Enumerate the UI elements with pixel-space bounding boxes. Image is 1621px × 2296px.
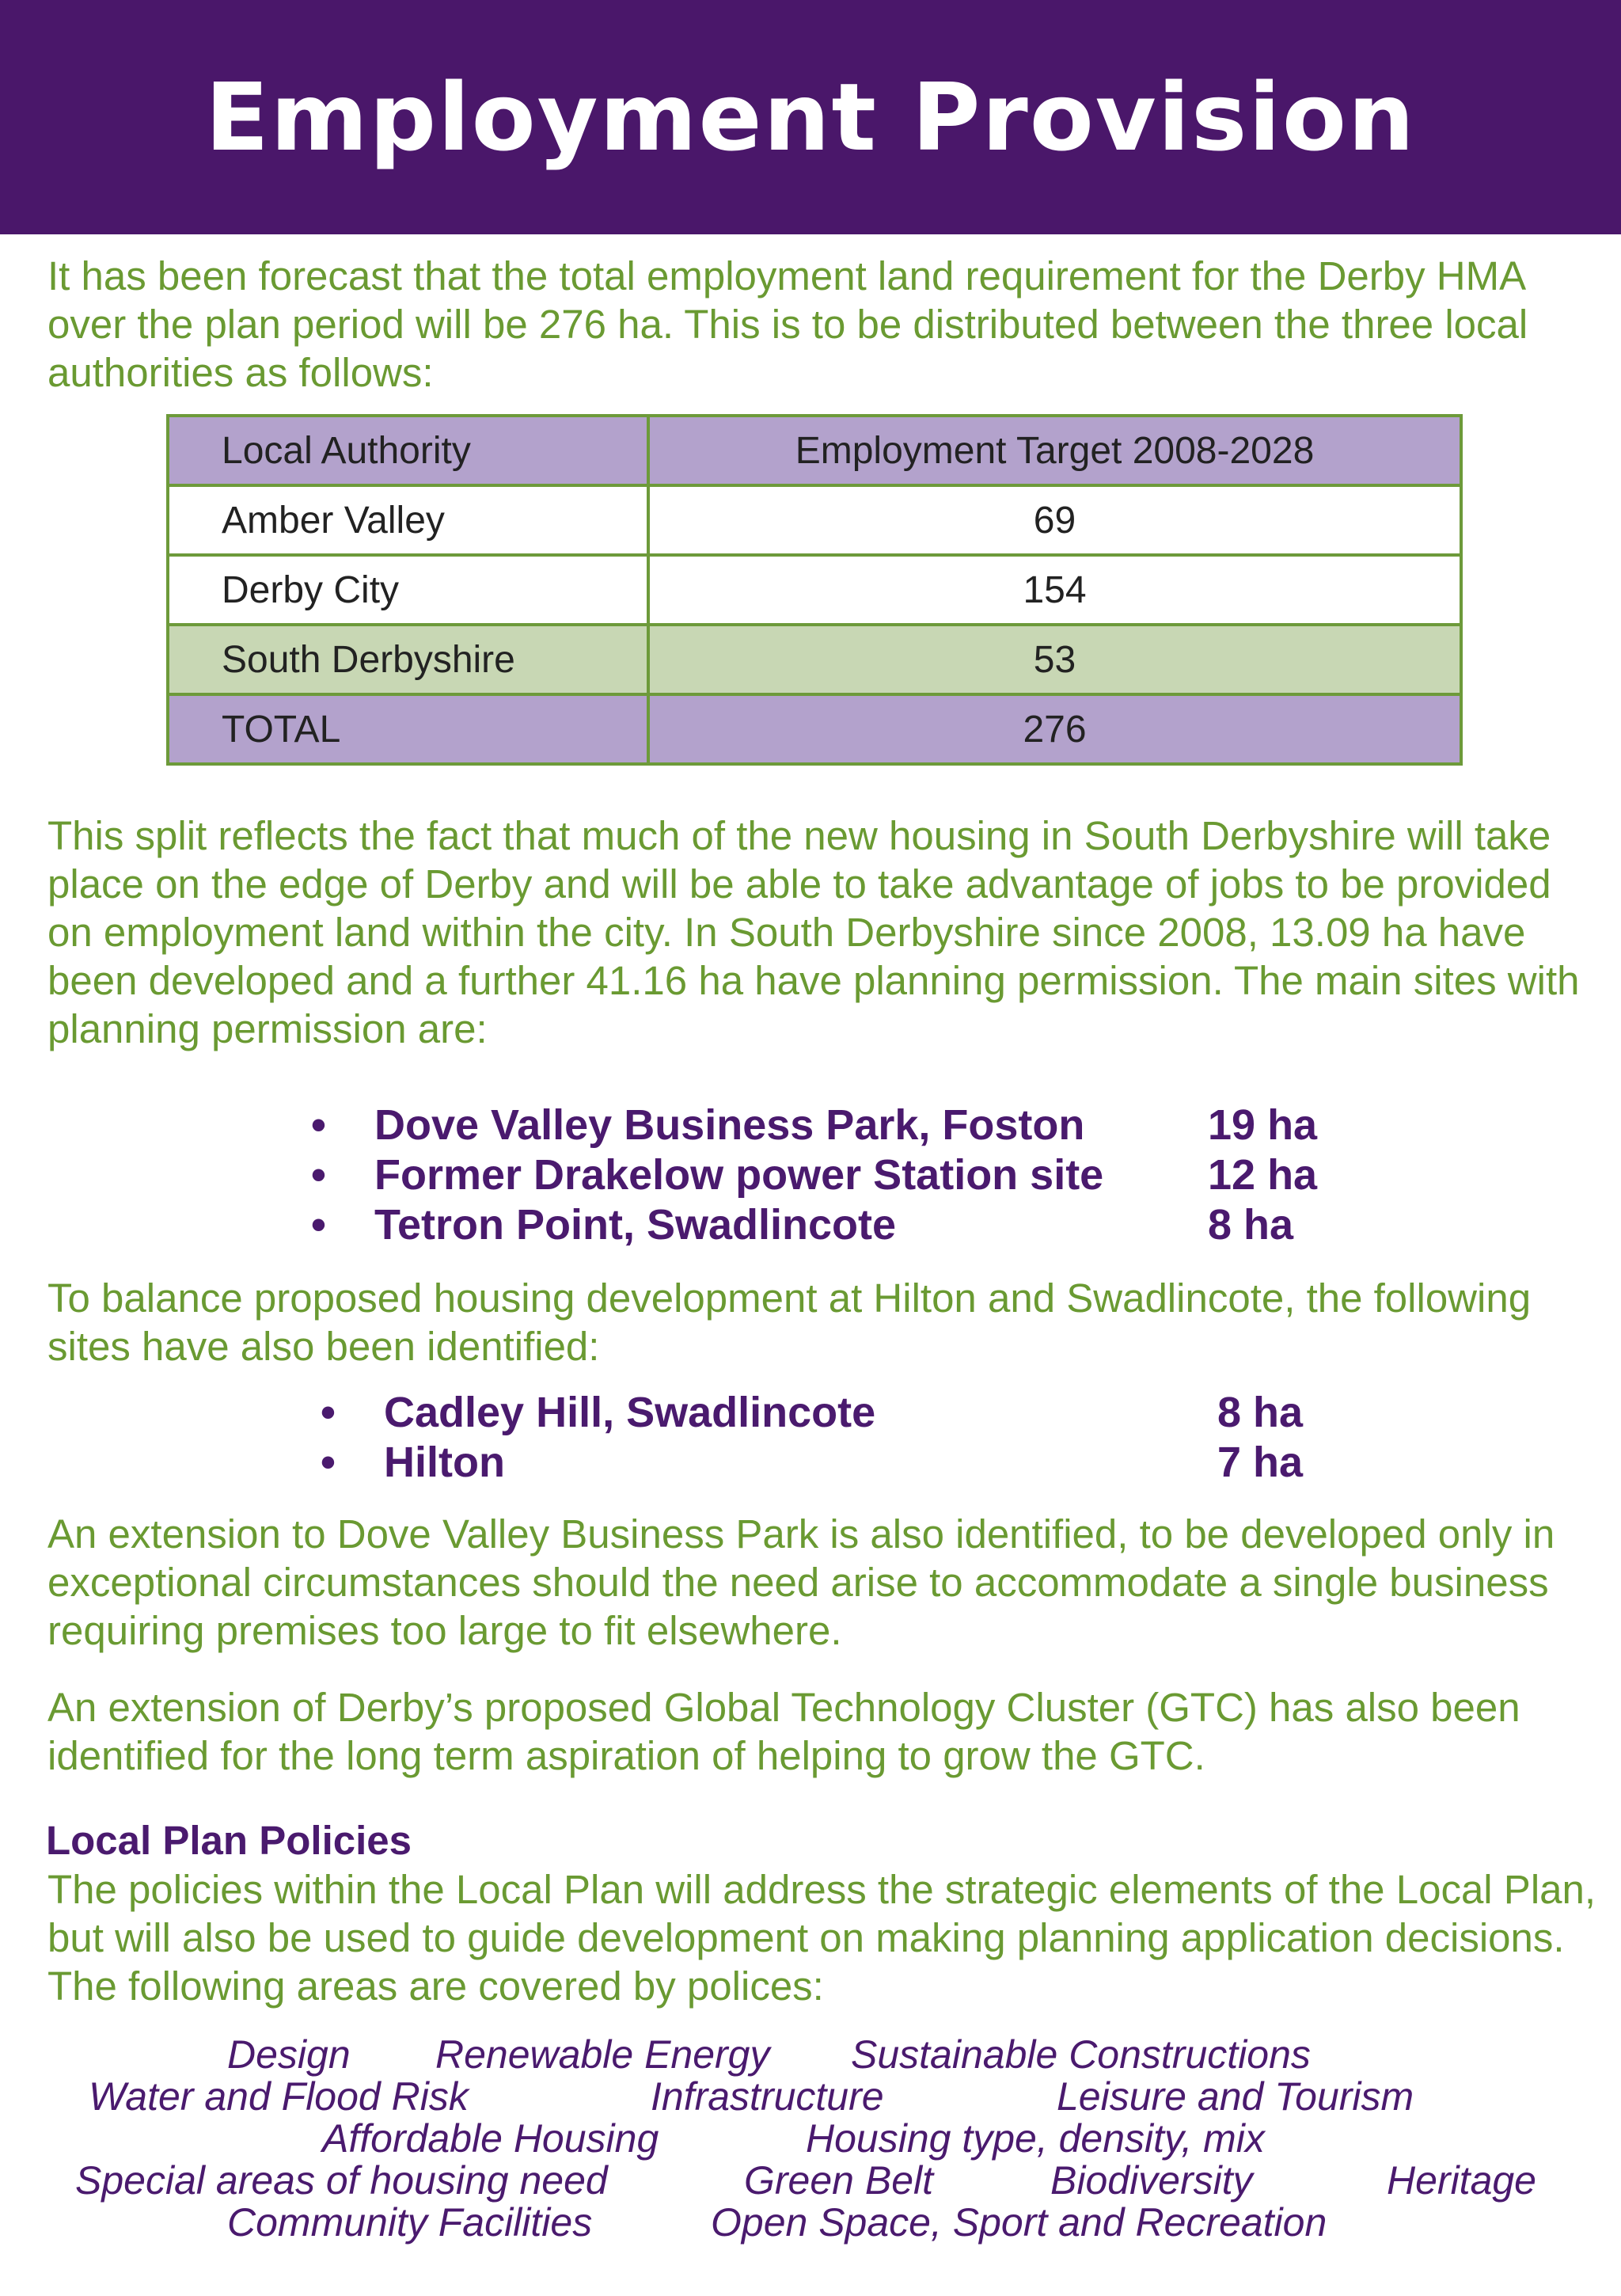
authority-cell: Amber Valley bbox=[168, 485, 648, 555]
policy-item: Affordable Housing bbox=[322, 2116, 659, 2161]
policy-item: Design bbox=[227, 2032, 351, 2077]
target-cell: 69 bbox=[648, 485, 1461, 555]
site-area: 12 ha bbox=[1208, 1151, 1318, 1199]
balance-paragraph: To balance proposed housing development at Hilton and Swadlincote, the following sites have also been identified: bbox=[47, 1275, 1532, 1369]
intro-paragraph: It has been forecast that the total employment land requirement for the Derby HMA over the plan period will be 276 ha. This is to be distributed between the three local authorities as follows: bbox=[47, 253, 1528, 395]
policy-item: Water and Flood Risk bbox=[89, 2074, 469, 2119]
gtc-paragraph: An extension of Derby’s proposed Global Technology Cluster (GTC) has also been identified for the long term aspiration of helping to grow the GTC. bbox=[47, 1685, 1520, 1778]
bullet-icon: • bbox=[321, 1389, 336, 1436]
site-list-item bbox=[311, 1100, 1419, 1150]
bullet-icon: • bbox=[321, 1439, 336, 1486]
site-list-item bbox=[321, 1438, 1429, 1487]
target-cell: 53 bbox=[648, 625, 1461, 694]
policy-item: Sustainable Constructions bbox=[851, 2032, 1311, 2077]
policy-item: Community Facilities bbox=[227, 2200, 593, 2245]
policy-item: Green Belt bbox=[744, 2158, 934, 2203]
site-area: 7 ha bbox=[1217, 1439, 1304, 1486]
page-title: Employment Provision bbox=[205, 63, 1416, 172]
site-name: Hilton bbox=[384, 1439, 505, 1486]
extension-paragraph: An extension to Dove Valley Business Park is also identified, to be developed only in exceptional circumstances should the need arise to accommodate a single business requiring premises too large to fit elsewhere. bbox=[47, 1511, 1555, 1653]
site-name: Cadley Hill, Swadlincote bbox=[384, 1389, 876, 1436]
bullet-icon: • bbox=[311, 1101, 326, 1149]
column-header-authority: Local Authority bbox=[168, 416, 648, 485]
site-list-item bbox=[311, 1200, 1419, 1249]
policy-item: Biodiversity bbox=[1050, 2158, 1253, 2203]
title-banner bbox=[0, 0, 1621, 234]
site-name: Dove Valley Business Park, Foston bbox=[374, 1101, 1085, 1149]
bullet-icon: • bbox=[311, 1151, 326, 1199]
authority-cell: South Derbyshire bbox=[168, 625, 648, 694]
site-name: Former Drakelow power Station site bbox=[374, 1151, 1104, 1199]
policy-item: Open Space, Sport and Recreation bbox=[711, 2200, 1327, 2245]
policy-item: Housing type, density, mix bbox=[806, 2116, 1265, 2161]
policies-intro: The policies within the Local Plan will address the strategic elements of the Local Plan, but will also be used to guide development on making planning application decisions. The following areas are covered by polices: bbox=[47, 1867, 1596, 2009]
site-area: 8 ha bbox=[1217, 1389, 1304, 1436]
policy-item: Special areas of housing need bbox=[75, 2158, 608, 2203]
split-paragraph: This split reflects the fact that much of the new housing in South Derbyshire will take place on the edge of Derby and will be able to take advantage of jobs to be provided on employment land within the city. In South Derbyshire since 2008, 13.09 ha have been developed and a further 41.16 ha have planning permission. The main sites with planning permission are: bbox=[47, 813, 1580, 1051]
table-total-row bbox=[168, 694, 1461, 764]
table-row bbox=[168, 485, 1461, 555]
total-value: 276 bbox=[648, 694, 1461, 764]
table-header-row bbox=[168, 416, 1461, 485]
table-row bbox=[168, 625, 1461, 694]
total-label: TOTAL bbox=[168, 694, 648, 764]
site-name: Tetron Point, Swadlincote bbox=[374, 1201, 897, 1249]
site-list-item bbox=[321, 1388, 1429, 1437]
authority-cell: Derby City bbox=[168, 555, 648, 625]
employment-target-table bbox=[166, 414, 1463, 766]
site-area: 8 ha bbox=[1208, 1201, 1294, 1249]
policy-item: Leisure and Tourism bbox=[1057, 2074, 1414, 2119]
table-row bbox=[168, 555, 1461, 625]
policy-item: Heritage bbox=[1387, 2158, 1536, 2203]
policy-item: Renewable Energy bbox=[435, 2032, 770, 2077]
policy-item: Infrastructure bbox=[651, 2074, 884, 2119]
target-cell: 154 bbox=[648, 555, 1461, 625]
policies-heading: Local Plan Policies bbox=[46, 1818, 412, 1863]
site-area: 19 ha bbox=[1208, 1101, 1318, 1149]
column-header-target: Employment Target 2008-2028 bbox=[648, 416, 1461, 485]
site-list-item bbox=[311, 1150, 1419, 1199]
bullet-icon: • bbox=[311, 1201, 326, 1249]
